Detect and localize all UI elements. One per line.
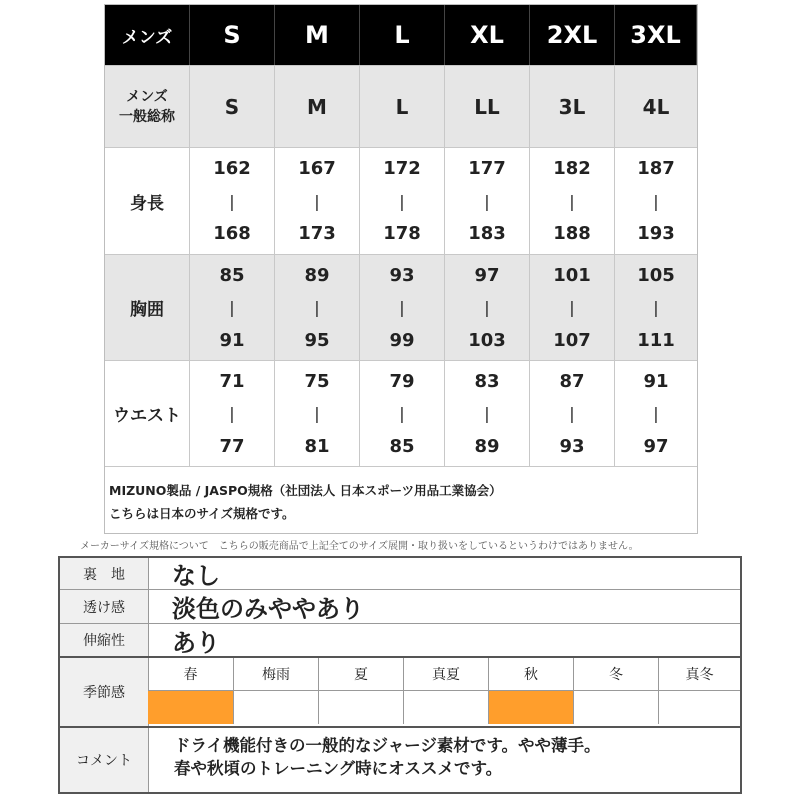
height-label: 身長 xyxy=(130,193,164,214)
size-disclaimer-text: メーカーサイズ規格について こちらの販売商品で上記全てのサイズ展開・取り扱いをしているというわけではありません。 xyxy=(80,541,639,552)
general-size-row xyxy=(105,65,697,147)
season-row xyxy=(60,658,740,728)
size-header-value: 2XL xyxy=(546,21,598,49)
size-standard-note xyxy=(105,466,697,533)
range-separator: | xyxy=(399,191,405,211)
height-row xyxy=(105,147,697,254)
season-indicator-active xyxy=(489,691,574,724)
range-separator: | xyxy=(484,191,490,211)
stretch-row xyxy=(60,624,740,658)
measurement-cell xyxy=(530,255,615,360)
range-separator: | xyxy=(399,298,405,317)
measurement-range xyxy=(219,371,244,457)
season-name: 冬 xyxy=(574,658,659,691)
season-indicator xyxy=(404,691,489,724)
range-separator: | xyxy=(569,404,575,423)
measurement-cell xyxy=(275,255,360,360)
measurement-min: 75 xyxy=(304,370,330,392)
fabric-attribute-table xyxy=(58,556,742,794)
waist-label: ウエスト xyxy=(113,406,181,426)
size-header-cell xyxy=(360,5,445,65)
size-header-value: M xyxy=(305,21,329,49)
general-size-cell xyxy=(615,66,697,147)
measurement-min: 177 xyxy=(468,158,506,179)
measurement-range xyxy=(468,265,506,351)
lining-label: 裏 地 xyxy=(60,558,149,589)
measurement-max: 173 xyxy=(298,223,336,244)
measurement-range xyxy=(637,158,675,244)
measurement-min: 172 xyxy=(383,158,421,179)
range-separator: | xyxy=(314,191,320,211)
measurement-range xyxy=(298,158,336,244)
sheerness-label: 透け感 xyxy=(60,590,149,623)
measurement-range xyxy=(474,371,499,457)
measurement-min: 71 xyxy=(219,370,245,392)
measurement-min: 91 xyxy=(643,370,669,392)
measurement-range xyxy=(304,265,329,351)
range-separator: | xyxy=(314,298,320,317)
measurement-cell xyxy=(530,148,615,254)
measurement-cell xyxy=(615,148,697,254)
general-size-label-line1: メンズ xyxy=(126,88,168,105)
measurement-min: 87 xyxy=(559,370,585,392)
size-header-cell xyxy=(275,5,360,65)
general-size-cell xyxy=(360,66,445,147)
size-header-cell xyxy=(445,5,530,65)
size-standard-note-line1: MIZUNO製品 / JASPO規格（社団法人 日本スポーツ用品工業協会） xyxy=(109,483,502,498)
measurement-cell xyxy=(275,148,360,254)
measurement-min: 89 xyxy=(304,264,330,286)
range-separator: | xyxy=(399,404,405,423)
measurement-range xyxy=(304,371,329,457)
measurement-min: 97 xyxy=(474,264,500,286)
range-separator: | xyxy=(229,191,235,211)
measurement-min: 93 xyxy=(389,264,415,286)
size-header-value: S xyxy=(223,21,241,49)
measurement-cell xyxy=(190,148,275,254)
range-separator: | xyxy=(653,404,659,423)
measurement-max: 168 xyxy=(213,223,251,244)
measurement-min: 83 xyxy=(474,370,500,392)
height-label-cell xyxy=(105,148,190,254)
measurement-min: 162 xyxy=(213,158,251,179)
measurement-range xyxy=(637,265,675,351)
measurement-max: 97 xyxy=(643,435,669,457)
chest-label: 胸囲 xyxy=(130,300,164,320)
measurement-range xyxy=(383,158,421,244)
size-header-value: L xyxy=(394,21,410,49)
measurement-min: 167 xyxy=(298,158,336,179)
measurement-cell xyxy=(445,148,530,254)
comment-label: コメント xyxy=(60,728,149,792)
measurement-range xyxy=(468,158,506,244)
measurement-min: 187 xyxy=(637,158,675,179)
range-separator: | xyxy=(229,298,235,317)
comment-line2: 春や秋頃のトレーニング時にオススメです。 xyxy=(174,759,503,778)
season-name: 真夏 xyxy=(404,658,489,691)
measurement-cell xyxy=(530,361,615,466)
size-header-cell xyxy=(530,5,615,65)
measurement-max: 89 xyxy=(474,435,500,457)
range-separator: | xyxy=(653,191,659,211)
lining-row xyxy=(60,558,740,590)
stretch-label: 伸縮性 xyxy=(60,624,149,656)
range-separator: | xyxy=(484,404,490,423)
measurement-range xyxy=(213,158,251,244)
general-size-label-cell xyxy=(105,66,190,147)
measurement-cell xyxy=(360,361,445,466)
range-separator: | xyxy=(229,404,235,423)
measurement-max: 193 xyxy=(637,223,675,244)
season-indicator xyxy=(319,691,404,724)
measurement-cell xyxy=(360,255,445,360)
season-name: 梅雨 xyxy=(234,658,319,691)
measurement-min: 79 xyxy=(389,370,415,392)
season-indicator xyxy=(574,691,659,724)
measurement-max: 85 xyxy=(389,435,415,457)
measurement-range xyxy=(643,371,668,457)
measurement-max: 107 xyxy=(553,329,591,351)
measurement-max: 183 xyxy=(468,223,506,244)
comment-line1: ドライ機能付きの一般的なジャージ素材です。やや薄手。 xyxy=(174,736,601,755)
season-name: 秋 xyxy=(489,658,574,691)
measurement-max: 188 xyxy=(553,223,591,244)
measurement-max: 77 xyxy=(219,435,245,457)
sheerness-value: 淡色のみややあり xyxy=(172,595,364,623)
measurement-cell xyxy=(445,255,530,360)
measurement-range xyxy=(389,371,414,457)
general-size-cell xyxy=(530,66,615,147)
waist-label-cell xyxy=(105,361,190,466)
measurement-cell xyxy=(615,361,697,466)
measurement-cell xyxy=(275,361,360,466)
measurement-max: 178 xyxy=(383,223,421,244)
measurement-range xyxy=(553,265,591,351)
general-size-label xyxy=(119,87,175,127)
measurement-range xyxy=(389,265,414,351)
size-header-cell xyxy=(615,5,697,65)
measurement-min: 105 xyxy=(637,264,675,286)
general-size-value: L xyxy=(395,94,409,119)
range-separator: | xyxy=(569,191,575,211)
measurement-max: 111 xyxy=(637,329,675,351)
season-label: 季節感 xyxy=(60,658,149,726)
season-grid xyxy=(148,658,740,726)
size-header-label: メンズ xyxy=(121,27,173,48)
range-separator: | xyxy=(314,404,320,423)
measurement-max: 93 xyxy=(559,435,585,457)
general-size-value: S xyxy=(224,94,240,119)
measurement-max: 95 xyxy=(304,329,330,351)
general-size-cell xyxy=(190,66,275,147)
measurement-cell xyxy=(190,361,275,466)
measurement-min: 101 xyxy=(553,264,591,286)
general-size-cell xyxy=(445,66,530,147)
size-header-cell xyxy=(190,5,275,65)
season-name: 春 xyxy=(148,658,234,691)
measurement-range xyxy=(553,158,591,244)
size-header-row xyxy=(105,5,697,65)
season-indicator xyxy=(659,691,740,724)
measurement-min: 182 xyxy=(553,158,591,179)
size-header-value: 3XL xyxy=(630,21,681,49)
size-header-label-cell xyxy=(105,5,190,65)
season-name: 夏 xyxy=(319,658,404,691)
range-separator: | xyxy=(484,298,490,317)
measurement-max: 81 xyxy=(304,435,330,457)
size-chart-table xyxy=(104,4,698,534)
range-separator: | xyxy=(653,298,659,317)
measurement-max: 103 xyxy=(468,329,506,351)
measurement-cell xyxy=(360,148,445,254)
measurement-range xyxy=(219,265,244,351)
measurement-cell xyxy=(190,255,275,360)
measurement-cell xyxy=(445,361,530,466)
measurement-range xyxy=(559,371,584,457)
stretch-value: あり xyxy=(172,628,220,657)
general-size-cell xyxy=(275,66,360,147)
measurement-min: 85 xyxy=(219,264,245,286)
measurement-cell xyxy=(615,255,697,360)
range-separator: | xyxy=(569,298,575,317)
general-size-value: M xyxy=(307,94,327,119)
chest-label-cell xyxy=(105,255,190,360)
waist-row xyxy=(105,360,697,466)
general-size-value: 4L xyxy=(642,94,670,119)
sheerness-row xyxy=(60,590,740,624)
size-standard-note-line2: こちらは日本のサイズ規格です。 xyxy=(109,506,295,521)
comment-text xyxy=(174,734,601,780)
general-size-label-line2: 一般総称 xyxy=(119,108,175,125)
size-header-value: XL xyxy=(470,21,504,49)
measurement-max: 91 xyxy=(219,329,245,351)
chest-row xyxy=(105,254,697,360)
season-indicator-active xyxy=(148,691,234,724)
general-size-value: 3L xyxy=(558,94,586,119)
general-size-value: LL xyxy=(474,94,500,119)
lining-value: なし xyxy=(172,562,220,590)
comment-row xyxy=(60,728,740,792)
season-indicator xyxy=(234,691,319,724)
measurement-max: 99 xyxy=(389,329,415,351)
season-name: 真冬 xyxy=(659,658,740,691)
